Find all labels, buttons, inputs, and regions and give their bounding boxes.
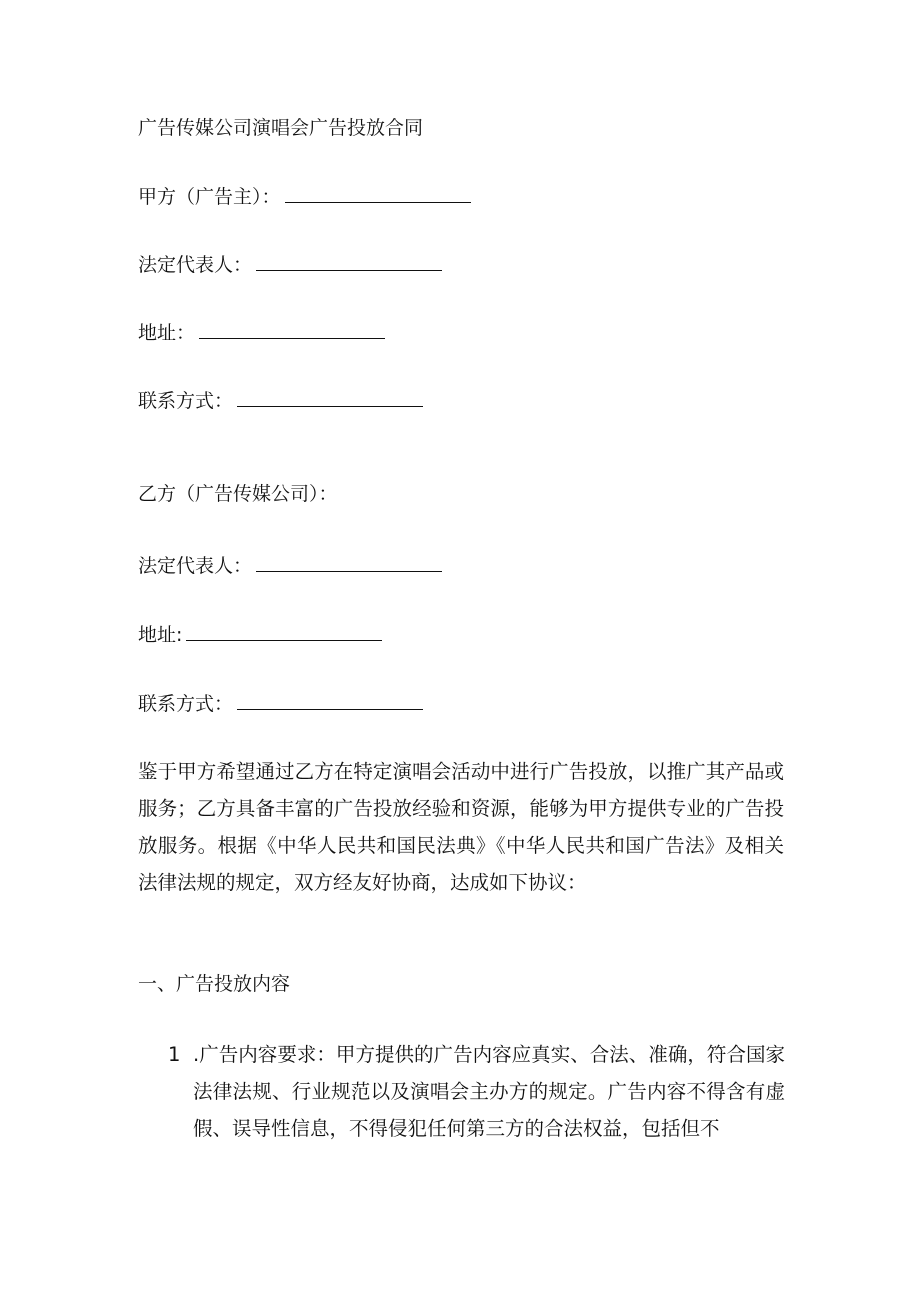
- party-a-address-label: 地址：: [138, 322, 196, 344]
- party-b-rep-blank[interactable]: [256, 553, 442, 572]
- item-1-number: 1: [168, 1043, 181, 1066]
- party-b-address-line: [138, 622, 382, 647]
- party-b-address-label: 地址:: [138, 624, 183, 646]
- party-a-rep-blank[interactable]: [256, 252, 442, 271]
- party-a-name-blank[interactable]: [285, 184, 471, 203]
- party-b-contact-label: 联系方式：: [138, 693, 234, 715]
- section-1-heading: 一、广告投放内容: [138, 973, 291, 995]
- party-a-contact-label: 联系方式：: [138, 390, 234, 412]
- item-1-text: .广告内容要求：甲方提供的广告内容应真实、合法、准确，符合国家法律法规、行业规范以及演唱会主办方的规定。广告内容不得含有虚假、误导性信息，不得侵犯任何第三方的合法权益，包括但不: [193, 1043, 785, 1140]
- party-a-address-blank[interactable]: [199, 320, 385, 339]
- party-a-rep-label: 法定代表人：: [138, 254, 253, 276]
- party-b-heading: 乙方（广告传媒公司）：: [138, 483, 338, 505]
- preamble-paragraph: 鉴于甲方希望通过乙方在特定演唱会活动中进行广告投放，以推广其产品或服务；乙方具备丰富的广告投放经验和资源，能够为甲方提供专业的广告投放服务。根据《中华人民共和国民法典》《中华人民共和国广告法》及相关法律法规的规定，双方经友好协商，达成如下协议：: [138, 760, 784, 894]
- party-a-contact-line: [138, 388, 423, 413]
- party-b-address-blank[interactable]: [186, 622, 382, 641]
- party-b-contact-line: [138, 691, 423, 716]
- party-a-rep-line: [138, 252, 442, 277]
- party-b-contact-blank[interactable]: [237, 691, 423, 710]
- party-a-heading: 甲方（广告主）：: [138, 186, 281, 208]
- party-b-rep-line: [138, 553, 442, 578]
- party-a-address-line: [138, 320, 385, 345]
- document-title: 广告传媒公司演唱会广告投放合同: [138, 117, 424, 139]
- party-b-rep-label: 法定代表人：: [138, 555, 253, 577]
- party-a-heading-line: [138, 184, 471, 209]
- party-a-contact-blank[interactable]: [237, 388, 423, 407]
